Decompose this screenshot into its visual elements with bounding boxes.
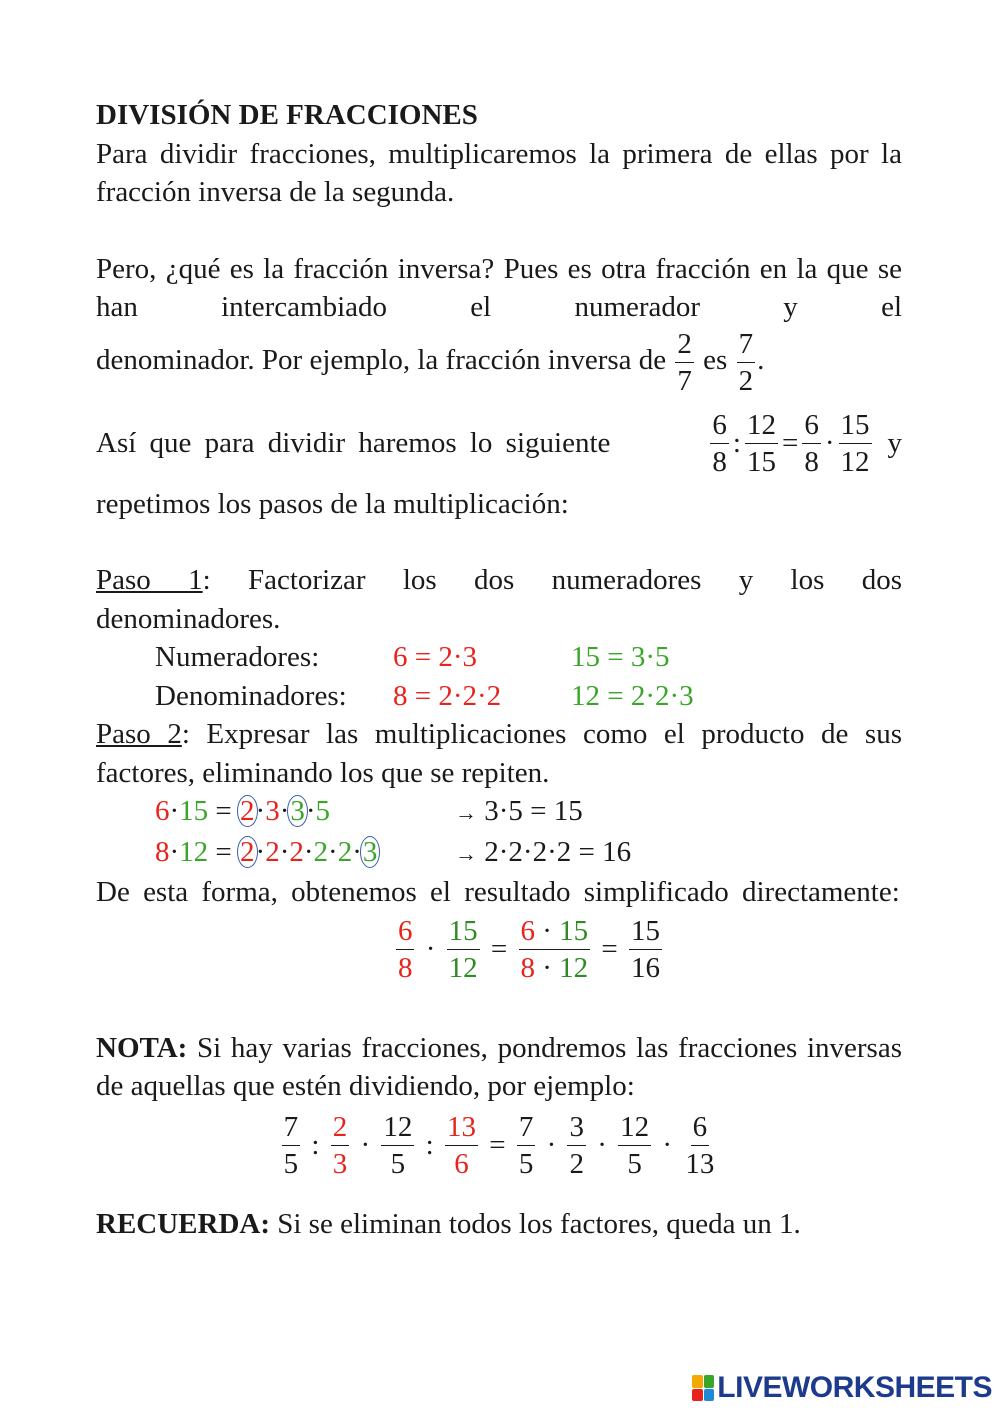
arrow-icon: → <box>455 800 477 825</box>
result-expression: $\frac{6}{8}$ · $\frac{15}{12}$ = $\frac{6 \cdot 15}{8 \cdot 12}$ = $\frac{15}{16}$ <box>397 914 661 984</box>
crossed-factor-circle: 3 <box>287 795 308 827</box>
page-title: DIVISIÓN DE FRACCIONES <box>96 99 478 131</box>
paso-2-label: Paso 2 <box>96 718 182 750</box>
arrow-icon: → <box>455 840 477 866</box>
numerator-product-row: 6·15 = 2·3·3·5 → 3·5 = 15 <box>155 795 583 827</box>
crossed-factor-circle: 3 <box>360 836 381 868</box>
recuerda-label: RECUERDA: <box>96 1207 270 1240</box>
liveworksheets-logo[interactable] <box>692 1371 992 1405</box>
divide-expression: $\frac{6}{8}$ : $\frac{12}{15}$ = $\frac{6}{8}$ · $\frac{15}{12}$ y <box>712 408 902 478</box>
fraction-7-2: $\frac{7}{2}$ <box>738 327 754 397</box>
divide-text: Así que para dividir haremos lo siguiente <box>96 426 611 459</box>
intro-paragraph: Para dividir fracciones, multiplicaremos la primera de ellas por la fracción inversa de la segunda. <box>96 137 902 208</box>
paso-1: Paso 1: Factorizar los dos numeradores y los dos denominadores. <box>96 564 902 635</box>
nota-expression: $\frac{7}{5}$ : $\frac{2}{3}$ · $\frac{12}{5}$ : $\frac{13}{6}$ = $\frac{7}{5}$ · $\frac{3}{2}$ · $\frac{12}{5}$ · $\frac{6}{13}$ <box>283 1110 715 1180</box>
inverse-example: denominador. Por ejemplo, la fracción inversa de $\frac{2}{7}$ es $\frac{7}{2}$ . <box>96 327 765 397</box>
nota-paragraph: NOTA: Si hay varias fracciones, pondremos las fracciones inversas de aquellas que estén dividiendo, por ejemplo: <box>96 1031 902 1102</box>
paso-2: Paso 2: Expresar las multiplicaciones como el producto de sus factores, eliminando los que se repiten. <box>96 718 902 789</box>
nota-label: NOTA: <box>96 1031 188 1064</box>
inverse-question: Pero, ¿qué es la fracción inversa? Pues es otra fracción en la que se han intercambiado el numerador y el <box>96 252 902 323</box>
denominator-product-row: 8·12 = 2·2·2·2·2·3 → 2·2·2·2 = 16 <box>155 835 632 868</box>
repeat-text: repetimos los pasos de la multiplicación: <box>96 487 569 520</box>
denominadores-row: Denominadores: 8 = 2·2·2 12 = 2·2·3 <box>155 679 694 712</box>
numeradores-row: Numeradores: 6 = 2·3 15 = 3·5 <box>155 641 670 673</box>
crossed-factor-circle: 2 <box>237 836 258 868</box>
crossed-factor-circle: 2 <box>237 795 258 827</box>
liveworksheets-logo-icon <box>692 1375 714 1401</box>
logo-text: LIVEWORKSHEETS <box>717 1371 992 1404</box>
recuerda-paragraph: RECUERDA: Si se eliminan todos los factores, queda un 1. <box>96 1207 801 1240</box>
worksheet-page <box>96 96 902 1243</box>
result-text: De esta forma, obtenemos el resultado simplificado directamente: <box>96 876 900 908</box>
divide-example <box>96 408 902 479</box>
fraction-2-7: $\frac{2}{7}$ <box>677 327 692 397</box>
paso-1-label: Paso 1 <box>96 564 203 596</box>
